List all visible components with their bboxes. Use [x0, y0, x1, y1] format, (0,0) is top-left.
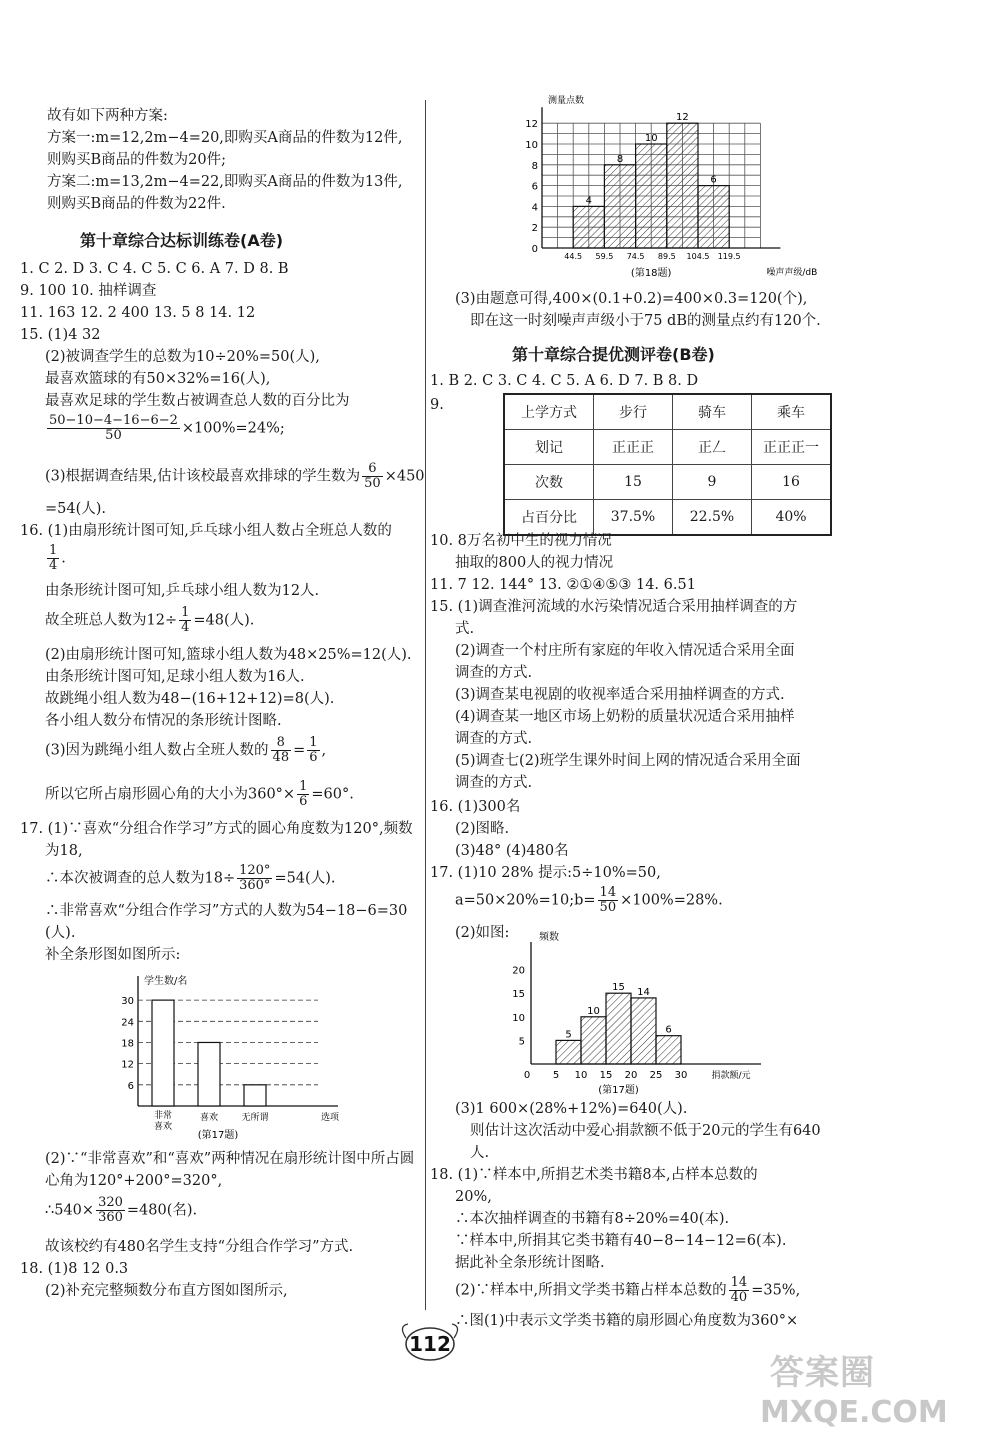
numerator: 320 [98, 1195, 123, 1210]
answer-line: (4)调查某一地区市场上奶粉的质量状况适合采用抽样 [455, 709, 795, 725]
answer-line: 9. [430, 397, 444, 413]
denominator: 6 [299, 794, 308, 809]
answer-line: (3)48° (4)480名 [455, 843, 569, 859]
text: (3)根据调查结果,估计该校最喜欢排球的学生数为 [45, 468, 361, 485]
y-tick-label: 12 [525, 119, 538, 131]
text: =48(人). [193, 612, 255, 629]
answer-line: 9. 100 10. 抽样调查 [20, 283, 157, 299]
table-cell: 上学方式 [504, 394, 594, 430]
fraction-line [45, 1196, 197, 1225]
text: . [61, 550, 66, 567]
text: a=50×20%=10;b= [455, 892, 596, 909]
fraction-line [45, 780, 354, 809]
fraction-line [45, 864, 335, 893]
x-tick-label: 喜欢 [199, 1113, 219, 1123]
answer-line: 据此补全条形统计图略. [455, 1255, 605, 1271]
x-tick-label: 104.5 [686, 252, 710, 261]
table-cell: 40% [752, 500, 832, 536]
y-tick-label: 0 [531, 244, 538, 255]
y-tick-label: 2 [531, 223, 538, 235]
fraction-line [455, 1276, 800, 1305]
answer-line: 则估计这次活动中爱心捐款额不低于20元的学生有640 [470, 1123, 821, 1139]
y-tick-label: 20 [512, 965, 525, 977]
fraction [237, 864, 272, 893]
y-tick-label: 10 [512, 1012, 525, 1024]
answer-line: 为18, [45, 843, 83, 859]
x-tick-label: 10 [574, 1070, 588, 1081]
numerator: 14 [599, 885, 617, 900]
denominator: 50 [364, 476, 381, 491]
bar-value-label: 12 [676, 112, 689, 124]
text: (2)∵样本中,所捐文学类书籍占样本总数的 [455, 1282, 727, 1299]
column-divider [425, 100, 426, 1310]
answer-line: 调查的方式. [455, 731, 533, 747]
y-tick-label: 5 [518, 1036, 525, 1048]
y-tick-label: 8 [531, 160, 538, 172]
table-row [504, 500, 831, 536]
table-cell: 9 [673, 465, 752, 500]
y-tick-label: 4 [531, 202, 538, 214]
x-tick-label: 5 [552, 1070, 560, 1081]
text: , [321, 742, 327, 759]
section-title-b: 第十章综合提优测评卷(B卷) [512, 345, 715, 364]
bar-value-label: 8 [616, 153, 624, 165]
fraction [47, 544, 59, 573]
x-tick-label: 20 [624, 1070, 638, 1081]
answer-line: 17. (1)∵喜欢“分组合作学习”方式的圆心角度数为120°,频数 [20, 821, 413, 837]
answer-line: (人). [45, 925, 76, 941]
numerator: 50−10−4−16−6−2 [49, 413, 178, 428]
numerator: 1 [49, 543, 58, 558]
bar-value-label: 15 [612, 982, 625, 994]
answer-line: ∴图(1)中表示文学类书籍的扇形圆心角度数为360°× [455, 1313, 799, 1329]
answer-line: 16. (1)由扇形统计图可知,乒乓球小组人数占全班总人数的 [20, 523, 392, 539]
text: ∴本次被调查的总人数为18÷ [45, 870, 236, 887]
x-tick-label: 89.5 [657, 252, 676, 261]
answer-line: ∵样本中,所捐其它类书籍有40−8−14−12=6(本). [455, 1233, 787, 1249]
fraction [179, 606, 191, 635]
table-row [504, 394, 831, 430]
numerator: 6 [362, 462, 383, 477]
denominator: 40 [730, 1290, 748, 1305]
histogram-bar [606, 993, 631, 1064]
numerator: 120° [239, 863, 271, 878]
x-axis-label: 捐款额/元 [711, 1071, 751, 1081]
answer-line: (2)调查一个村庄所有家庭的年收入情况适合采用全面 [455, 643, 795, 659]
text-line: 故有如下两种方案: [47, 108, 168, 124]
histogram-q17-right [505, 920, 780, 1095]
fraction-line [45, 736, 326, 765]
text: =54(人). [274, 870, 336, 887]
answer-line: 15. (1)4 32 [20, 327, 101, 343]
text: (3)因为跳绳小组人数占全班人数的 [45, 742, 269, 759]
denominator: 48 [272, 750, 290, 765]
denominator: 360° [239, 878, 271, 893]
text: ×100%=24%; [181, 420, 285, 437]
text: ∴540× [45, 1202, 95, 1219]
answer-line: (2)被调查学生的总数为10÷20%=50(人), [45, 349, 320, 365]
x-tick-label: 喜欢 [153, 1122, 173, 1132]
answer-line: 由条形统计图可知,乒乓球小组人数为12人. [45, 583, 320, 599]
table-cell: 次数 [504, 465, 594, 500]
y-axis-label: 学生数/名 [144, 976, 188, 987]
fraction [598, 886, 619, 915]
histogram-bar [667, 123, 698, 248]
table-row [504, 465, 831, 500]
x-tick-label: 无所谓 [241, 1113, 269, 1123]
answer-line: (2)∵“非常喜欢”和“喜欢”两种情况在扇形统计图中所占圆 [45, 1151, 415, 1167]
x-tick-label: 15 [599, 1070, 613, 1081]
y-tick-label: 6 [531, 181, 538, 193]
bar-value-label: 10 [587, 1005, 600, 1017]
table-cell: 15 [594, 465, 673, 500]
answer-line: 故该校约有480名学生支持“分组合作学习”方式. [45, 1239, 354, 1255]
answer-line: 故跳绳小组人数为48−(16+12+12)=8(人). [45, 691, 335, 707]
page-number-badge [390, 1318, 470, 1368]
histogram-bar [636, 144, 667, 248]
answer-line: 10. 8万名初中生的视力情况 [430, 533, 612, 549]
answer-line: =54(人). [45, 501, 107, 517]
numerator: 1 [299, 779, 308, 794]
denominator: 50 [599, 900, 617, 915]
text-line: 则购买B商品的件数为22件. [47, 196, 226, 212]
answer-line: 补全条形图如图所示: [45, 947, 181, 963]
y-tick-label: 24 [121, 1017, 134, 1029]
answer-line: 调查的方式. [455, 775, 533, 791]
numerator: 8 [271, 736, 292, 751]
y-tick-label: 12 [121, 1059, 134, 1071]
answer-line: 即在这一时刻噪声声级小于75 dB的测量点约有120个. [470, 313, 821, 329]
table-cell: 骑车 [673, 394, 752, 430]
denominator: 360 [98, 1210, 123, 1225]
chart-caption: (第17题) [598, 1085, 639, 1096]
fraction [96, 1196, 125, 1225]
x-tick-label: 25 [649, 1070, 663, 1081]
bar [198, 1042, 220, 1106]
answer-line: 11. 7 12. 144° 13. ②①④⑤③ 14. 6.51 [430, 577, 696, 593]
answer-line: 11. 163 12. 2 400 13. 5 8 14. 12 [20, 305, 256, 321]
histogram-bar [698, 186, 729, 248]
numerator: 1 [181, 605, 190, 620]
bar-value-label: 14 [637, 986, 650, 998]
denominator: 50 [105, 428, 122, 443]
answer-line: 16. (1)300名 [430, 799, 521, 815]
denominator: 6 [309, 750, 318, 765]
x-tick-label: 59.5 [595, 252, 614, 261]
answer-line: (2)图略. [455, 821, 510, 837]
table-cell: 正正正一 [752, 430, 832, 465]
histogram-q18 [510, 96, 818, 288]
table-cell: 正正正 [594, 430, 673, 465]
table-cell: 22.5% [673, 500, 752, 536]
fraction-line [45, 462, 425, 491]
histogram-bar [656, 1036, 681, 1064]
bar-value-label: 6 [665, 1024, 672, 1036]
numerator: 1 [309, 735, 318, 750]
histogram-bar [573, 206, 604, 248]
fraction-line [45, 606, 254, 635]
text-line: 方案二:m=13,2m−4=22,即购买A商品的件数为13件, [47, 174, 403, 190]
answer-line: (3)1 600×(28%+12%)=640(人). [455, 1101, 688, 1117]
x-tick-label: 30 [674, 1070, 688, 1081]
text: 所以它所占扇形圆心角的大小为360°× [45, 786, 296, 803]
answer-line: 18. (1)8 12 0.3 [20, 1261, 129, 1277]
y-tick-label: 30 [121, 996, 134, 1008]
watermark-url: MXQE.COM [760, 1395, 948, 1430]
denominator: 4 [49, 558, 58, 573]
tally-table [503, 393, 832, 536]
table-cell: 乘车 [752, 394, 832, 430]
answer-line: (2)如图: [455, 925, 510, 941]
text: =35%, [751, 1282, 801, 1299]
histogram-bar [556, 1040, 581, 1064]
text: =480(名). [126, 1202, 198, 1219]
answer-line: ∴非常喜欢“分组合作学习”方式的人数为54−18−6=30 [45, 903, 408, 919]
y-axis-label: 频数 [539, 932, 559, 943]
fraction [307, 736, 319, 765]
text: = [293, 742, 306, 759]
bar-chart-q17-left [110, 968, 360, 1141]
answer-line: 由条形统计图可知,足球小组人数为16人. [45, 669, 305, 685]
histogram-bar [581, 1017, 606, 1064]
bar-value-label: 5 [565, 1029, 572, 1041]
answer-line: 15. (1)调查淮河流域的水污染情况适合采用抽样调查的方 [430, 599, 798, 615]
y-tick-label: 10 [525, 140, 538, 151]
answer-line: (2)补充完整频数分布直方图如图所示, [45, 1283, 288, 1299]
table-row [504, 430, 831, 465]
x-axis-label: 选项 [320, 1113, 340, 1123]
table-cell: 步行 [594, 394, 673, 430]
table-cell: 37.5% [594, 500, 673, 536]
answer-line: 18. (1)∵样本中,所捐艺术类书籍8本,占样本总数的 [430, 1167, 758, 1183]
section-title-a: 第十章综合达标训练卷(A卷) [80, 231, 284, 250]
table-cell: 16 [752, 465, 832, 500]
bar [152, 1000, 174, 1106]
fraction-line [45, 544, 66, 573]
denominator: 4 [181, 620, 190, 635]
answer-line: 式. [455, 621, 475, 637]
histogram-bar [631, 998, 656, 1064]
answer-line: 17. (1)10 28% 提示:5÷10%=50, [430, 865, 661, 881]
answer-line: 调查的方式. [455, 665, 533, 681]
text: 故全班总人数为12÷ [45, 612, 178, 629]
answer-line: ∴本次抽样调查的书籍有8÷20%=40(本). [455, 1211, 730, 1227]
table-cell: 正𠃋 [673, 430, 752, 465]
text: =60°. [311, 786, 354, 803]
fraction-line [455, 886, 723, 915]
watermark-logo: 答案圈 [770, 1353, 875, 1393]
answer-line: 1. C 2. D 3. C 4. C 5. C 6. A 7. D 8. B [20, 261, 289, 277]
bar-value-label: 4 [585, 195, 592, 207]
y-tick-label: 6 [127, 1080, 134, 1092]
bar-value-label: 10 [644, 133, 658, 144]
page-number: 112 [409, 1332, 451, 1356]
answer-line: (5)调查七(2)班学生课外时间上网的情况适合采用全面 [455, 753, 801, 769]
fraction [47, 414, 180, 443]
x-tick-label: 44.5 [564, 252, 583, 261]
fraction-line [45, 414, 285, 443]
y-tick-label: 18 [121, 1038, 134, 1050]
fraction [271, 736, 292, 765]
numerator: 14 [730, 1275, 748, 1290]
table-cell: 占百分比 [504, 500, 594, 536]
answer-line: 心角为120°+200°=320°, [45, 1173, 223, 1189]
answer-line: 各小组人数分布情况的条形统计图略. [45, 713, 282, 729]
x-tick-label: 119.5 [717, 252, 741, 261]
chart-caption: (第17题) [197, 1130, 239, 1141]
origin-label: 0 [523, 1070, 531, 1081]
histogram-bar [604, 165, 635, 248]
answer-line: 最喜欢足球的学生数占被调查总人数的百分比为 [45, 393, 350, 409]
y-axis-label: 测量点数 [548, 96, 585, 107]
answer-line: (2)由扇形统计图可知,篮球小组人数为48×25%=12(人). [45, 647, 412, 663]
bar-value-label: 6 [710, 174, 717, 186]
table-cell: 划记 [504, 430, 594, 465]
fraction [362, 462, 383, 491]
fraction [297, 780, 309, 809]
text: ×450 [384, 468, 425, 485]
text-line: 方案一:m=12,2m−4=20,即购买A商品的件数为12件, [47, 130, 403, 146]
answer-line: (3)调查某电视剧的收视率适合采用抽样调查的方式. [455, 687, 785, 703]
text: ×100%=28%. [620, 892, 723, 909]
answer-line: 1. B 2. C 3. C 4. C 5. A 6. D 7. B 8. D [430, 373, 699, 389]
x-tick-label: 74.5 [626, 252, 645, 261]
answer-line: (3)由题意可得,400×(0.1+0.2)=400×0.3=120(个), [455, 291, 808, 307]
x-axis-label: 噪声声级/dB [766, 268, 818, 278]
answer-line: 抽取的800人的视力情况 [455, 555, 614, 571]
x-tick-label: 非常 [153, 1111, 173, 1121]
text-line: 则购买B商品的件数为20件; [47, 152, 226, 168]
answer-line: 最喜欢篮球的有50×32%=16(人), [45, 371, 271, 387]
y-tick-label: 15 [512, 989, 525, 1001]
bar [244, 1085, 266, 1106]
answer-line: 人. [470, 1145, 490, 1161]
chart-caption: (第18题) [630, 268, 672, 279]
fraction [729, 1276, 750, 1305]
answer-line: 20%, [455, 1189, 492, 1205]
